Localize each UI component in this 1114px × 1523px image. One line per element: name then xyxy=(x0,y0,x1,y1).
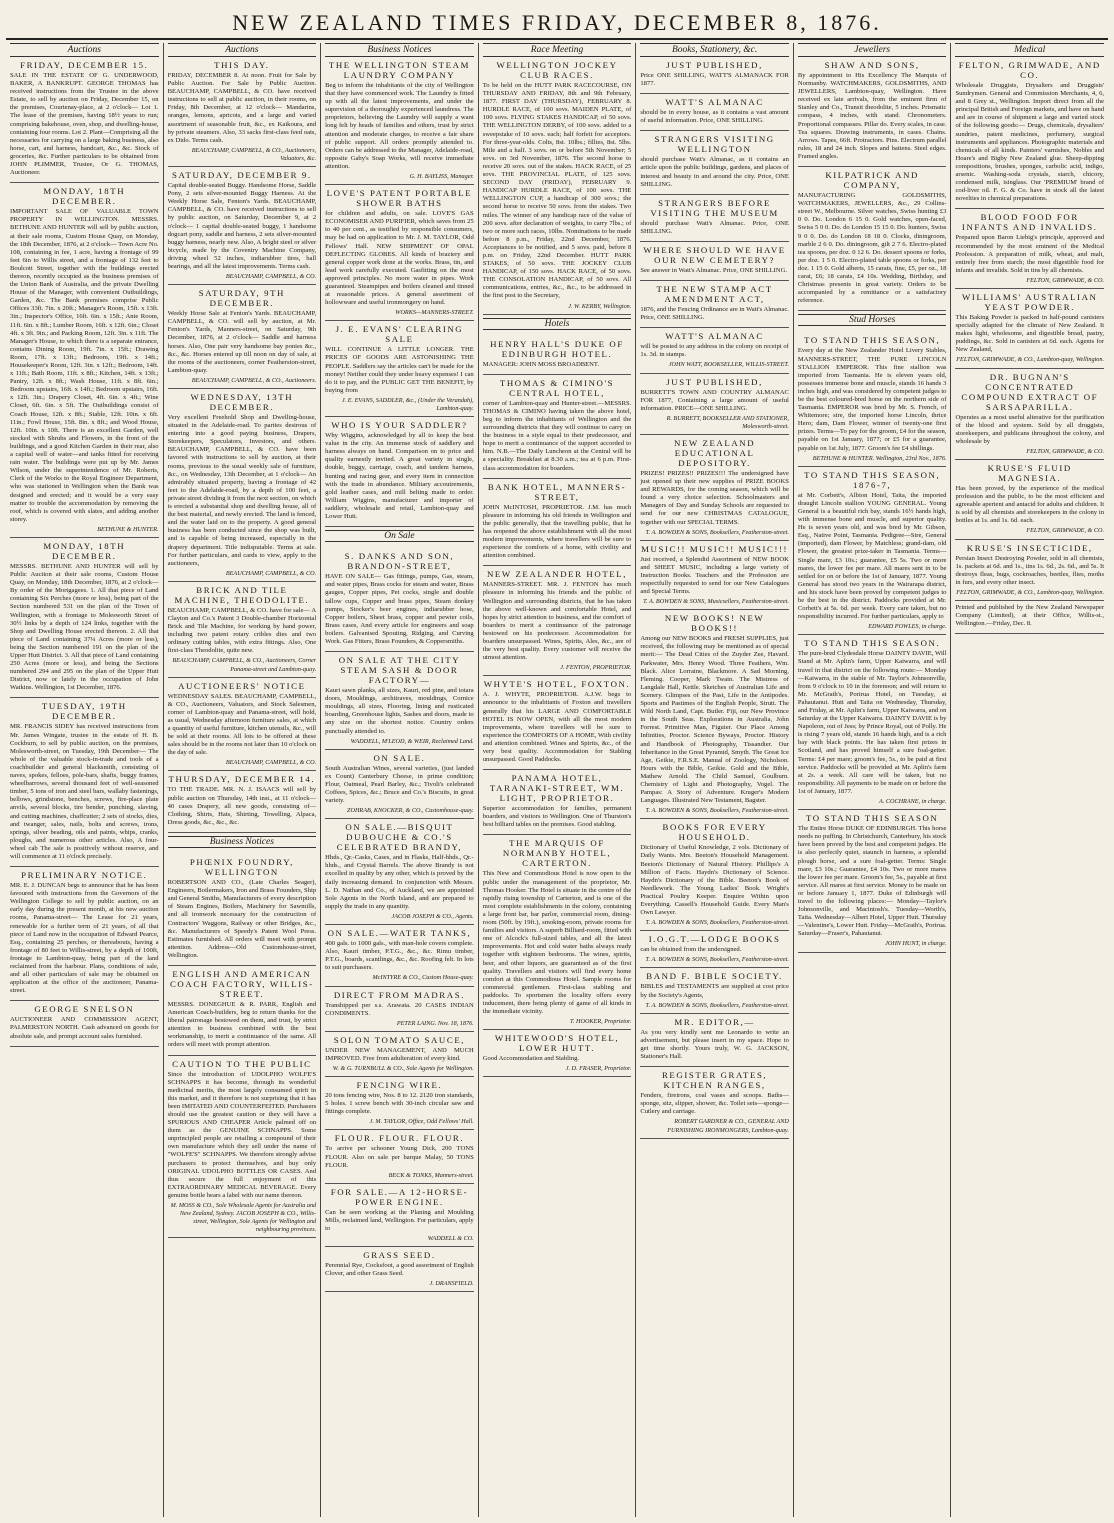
ad-body: Price ONE SHILLING, WATT'S ALMANACK FOR 1877. xyxy=(640,72,789,88)
advertisement xyxy=(325,60,474,185)
ad-body: 20 tons fencing wire, Nos. 8 to 12. 2120 iron standards, 5 holes. 1 screw bench with 30-inch circular saw and fittings complete. xyxy=(325,1092,474,1116)
ad-signature: J. DRANSFIELD. xyxy=(429,1280,474,1288)
ad-body: As you very kindly sent me Leonardo to write an advertisement, but please insert in my space. Hope to get time shortly. Yours truly, W. G. JACKSON, Stationer's Hall. xyxy=(640,1028,789,1061)
ad-body: South Australian Wines, several varieties, (just landed ex Count) Canterbury Cheese, in prime condition; Flour, Oatmeal, Pearl Barley, &c.; Tivoli's celebrated Coffees, Spices, &c.; Bruce and Co.'s Biscuits, in great variety. xyxy=(325,764,474,805)
ad-signature: J. M. TAYLOR, Office, Odd Fellows' Hall. xyxy=(369,1118,474,1126)
ad-body: Can be seen working at the Planing and Moulding Mills, reclaimed land, Wellington. For particulars, apply to xyxy=(325,1208,474,1232)
advertisement xyxy=(168,1059,317,1239)
ad-signature: JACOB JOSEPH & CO., Agents. xyxy=(391,912,474,920)
ad-body: To be held on the HUTT PARK RACECOURSE, ON THURSDAY AND FRIDAY, 8th and 9th February, 1877. FIRST DAY (THURSDAY), FEBRUARY 8. HURDLE RACE, of 100 sovs. MAIDEN PLATE, of 100 sovs. FLYING STAKES HANDICAP, of 50 sovs. THE WELLINGTON DERBY, of 100 sovs. added to a sweepstake of 10 sovs. each; half forfeit for acceptors. For three-year-olds. Colts, 8st. 10lbs.; fillies, 8st. 5lbs. Mile and a half. 3 sovs. on or before 5th November; 5 sovs. on 3rd November, 1876. The second horse to receive 20 sovs. out of the stakes. HACK RACE, of 25 sovs. THE PROVINCIAL PLATE, of 125 sovs. SECOND DAY (FRIDAY), FEBRUARY 9. HANDICAP HURDLE RACE, of 100 sovs. THE WELLINGTON CUP, a handicap of 300 sovs.; the second horse to receive 50 sovs. from the stakes. Two miles. The winner of any handicap race of the value of 200 sovs. after declaration of weights, to carry 7lbs.; of two or more such races, 10lbs. Nominations to be made before 8 p.m., Friday, 22nd December, 1876. Acceptances to be notified, and 5 sovs. paid, before 8 p.m. on Friday, 22nd December. HUTT PARK STAKES, of 50 sovs. THE JOCKEY CLUB HANDICAP, of 150 sovs. HACK RACE, of 50 sovs. THE CONSOLATION HANDICAP, of 50 sovs. All communications, entries, &c., &c., to be addressed in the first post to the Secretary, xyxy=(482,82,632,300)
advertisement xyxy=(483,679,632,770)
ad-body: Capital double-seated Buggy. Handsome Horse, Saddle Pony, 2 sets silver-mounted Buggy Harness. At the Weekly Horse Sale, Fenton's Yards. BEAUCHAMP, CAMPBELL, & CO. have received instructions to sell by public auction, on Saturday, December 9, at 2 o'clock— 1 capital double-seated buggy, 1 handsome dogcart pony, saddle and harness, 2 sets silver-mounted buggy harness, nearly new. Also, A bright steel or silver bicycle, made by the Coventry Machine Company, driving wheel 52 inches, indiarubber tires, ball bearings, and all the latest improvements. Terms cash. xyxy=(167,182,317,270)
column-heading: Auctions xyxy=(168,43,317,57)
advertisement xyxy=(955,212,1104,289)
ad-title: CAUTION TO THE PUBLIC xyxy=(172,1058,312,1069)
ad-title: WHO IS YOUR SADDLER? xyxy=(331,420,468,431)
ad-body: MESSRS. BETHUNE AND HUNTER will sell by Public Auction at their sale rooms, Custom House Quay, on Monday, 18th December, 1876, at 2 o'clock— By order of the Mortgagees. 1. All that piece of Land containing Six Perches (more or less), being part of the Section numbered 531 on the plan of the Town of Wellington, with a frontage to Molesworth Street of 30½ links by a depth of 124 links, together with the Shop and Dwelling House erected thereon. 2. All that piece of Land containing 37¼ Acres (more or less), being the Section numbered 191 on the plan of the Upper Hutt District. 3. All that piece of Land containing 250 Acres (more or less), and being the Sections numbered 294 and 295 on the plan of the Upper Hutt District, now or lately in the occupation of John Watkins. Wellington, 1st December, 1876. xyxy=(10,562,159,692)
ad-signature: T. HOOKER, Proprietor. xyxy=(569,1018,632,1026)
ad-signature: T. A. BOWDEN & SONS, Booksellers, Featherston-street. xyxy=(645,919,789,927)
ad-signature: G. H. BAYLISS, Manager. xyxy=(409,173,474,181)
ad-title: MR. EDITOR,— xyxy=(674,1016,755,1027)
ad-signature: EDWARD POWLES, in charge. xyxy=(868,623,947,631)
advertisement xyxy=(640,1070,789,1138)
ad-signature: BEAUCHAMP, CAMPBELL, & CO. xyxy=(225,759,317,767)
ad-body: MESSRS. DONEGHUE & R. PARR, English and American Coach-builders, beg to return thanks for the liberal patronage bestowed on them, and trust, by strict attention to business combined with the best workmanship, to merit a continuance of the same. All orders will meet with prompt attention. xyxy=(167,1000,317,1049)
advertisement xyxy=(640,613,789,819)
ad-title: TO STAND THIS SEASON. xyxy=(804,638,941,649)
column-1 xyxy=(6,43,164,1517)
ad-signature: McINTYRE & CO., Custom House-quay. xyxy=(372,974,474,982)
ad-signature: FELTON, GRIMWADE, & CO. xyxy=(1026,276,1105,284)
advertisement xyxy=(640,245,789,281)
ad-body: UNDER NEW MANAGEMENT, AND MUCH IMPROVED. Free from adulteration of every kind. xyxy=(325,1046,474,1062)
ad-body: Has been proved, by the experience of the medical profession and the public, to be the most efficient and agreeable aperient and antacid for adults and children. It is sold by all chemists and storekeepers in the colony in bottles at 1s. and 1s. 6d. each. xyxy=(955,485,1105,525)
ad-title: WELLINGTON JOCKEY CLUB RACES. xyxy=(496,60,618,80)
ad-body: PRIZES! PRIZES!! PRIZES!!! The undersigned have just opened up their new supplies of PRIZE BOOKS and REWARDS, for the coming season, which will be found a very choice selection. Schoolmasters and Managers of Day and Sunday Schools are requested to send for our new CHRISTMAS CATALOGUE, together with our SPECIAL TERMS. xyxy=(640,469,789,526)
ad-title: ON SALE.—WATER TANKS, xyxy=(327,928,472,939)
ad-signature: BETHUNE & HUNTER. xyxy=(97,525,159,533)
advertisement xyxy=(168,836,317,854)
advertisement xyxy=(325,1035,474,1077)
ad-body: ROBERTSON AND CO., (Late Charles Seager), Engineers, Boilermakers, Iron and Brass Founders, Ship and General Smiths, Manufacturers of every description of Steam Engines, Boilers, Machinery for Sawmills, and all ironwork necessary for the construction of Contractors' Waggons, Railway or other Bridges, &c., &c. Manufacturers of Speedy's Patent Wool Press. Estimates furnished. All orders will meet with prompt attention. Address—Old Customhouse-street, Wellington. xyxy=(167,879,317,959)
advertisement xyxy=(798,335,947,466)
section-heading: On Sale xyxy=(325,530,474,542)
advertisement xyxy=(325,530,474,548)
advertisement xyxy=(955,292,1104,369)
ad-title: ON SALE AT THE CITY STEAM SASH & DOOR FACTORY— xyxy=(338,655,461,686)
advertisement xyxy=(798,170,947,311)
ad-body: The Entire Horse DUKE OF EDINBURGH. This horse needs no puffing. In Christchurch, Canterbury, his stock have been proved by the best and competent judges. He is also perfectly quiet, staunch in harness, a splendid plough horse, and a sure foal-getter. Terms: Single mare, £3 10s.; Guarantee, £4 10s. Two or more mares the lower fee per mare. Groom's fee, 5s., payable at first service. All mares at first service. Money to be made on or before January 1, 1877. Duke of Edinburgh will travel to the following places:— Monday—Taylor's Johnsonville, and Macintosh's. Tuesday—Worth's, Taita. Wednesday—Albert Hotel, Upper Hutt. Thursday—Valentine's, Lower Hutt. Friday—McGrath's, Porirua. Saturday—Fraser's, Pahautanui. xyxy=(797,825,947,938)
ad-signature: A. COCHRANE, in charge. xyxy=(878,798,947,806)
ad-body: will be posted to any address in the colony on receipt of 1s. 3d. in stamps. xyxy=(640,343,789,359)
ad-title: JUST PUBLISHED, xyxy=(666,60,763,70)
ad-signature: WADDELL & CO. xyxy=(427,1235,474,1243)
ad-signature: BEAUCHAMP, CAMPBELL, & CO., Auctioneers. xyxy=(191,376,317,384)
ad-title: TUESDAY, 19TH DECEMBER. xyxy=(41,701,127,722)
ad-body: MR. E. J. DUNCAN begs to announce that he has been favoured with instructions from the Governors of the Wellington College to sell by public auction, on an early day during the present month, at his new auction rooms, Panama-street— The Lease for 21 years, renewable for a further term of 21 years, of all that piece of Land now in the occupation of Edward Pearce, Esq., containing 25 perches, or thereabouts, having a frontage of 80 feet to Willis-street, by a depth of 100ft, frontage to Lambton-quay, being part of the land reclaimed from the harbour. Plans, conditions of sale, and all other particulars of sale may be obtained on application at the office of the auctioneer, Panama-street. xyxy=(10,882,159,995)
column-heading: Medical xyxy=(955,43,1104,57)
advertisement xyxy=(168,969,317,1056)
ad-body: WILL CONTINUE A LITTLE LONGER. THE PRICES OF GOODS ARE ASTONISHING THE PEOPLE. Saddlers say the articles can't be made for the money! Neither could they under heavy expenses! I can do it to pay, and the PUBLIC GET THE BENEFIT, by buying from xyxy=(325,346,474,394)
ad-signature: J. E. EVANS, SADDLER, &c., (Under the Verandah), Lambton-quay. xyxy=(341,396,474,412)
ad-title: KRUSE'S FLUID MAGNESIA. xyxy=(987,463,1072,483)
column-5 xyxy=(636,43,794,1517)
advertisement xyxy=(483,569,632,676)
ad-body: See answer in Watt's Almanac. Price, ONE SHILLING. xyxy=(640,266,787,274)
column-3 xyxy=(321,43,479,1517)
ad-body: JOHN McINTOSH, PROPRIETOR. J.M. has much pleasure in informing his old friends in Wellington and the public generally, that the travelling public, that he has reopened the above establishment with all the most modern improvements, where travellers will be sure to experience the comforts of a home, with civility and attention combined. xyxy=(482,503,632,560)
ad-body: Superior accommodation for families, permanent boarders, and visitors to Wellington. One of Thurston's best billiard tables on the premises. Good stabling. xyxy=(482,805,632,829)
ad-title: WHERE SHOULD WE HAVE OUR NEW CEMETERY? xyxy=(643,244,786,265)
ad-title: PANAMA HOTEL, TARANAKI-STREET, WM. LIGHT, PROPRIETOR. xyxy=(489,773,625,804)
ad-body: Beg to inform the inhabitants of the city of Wellington that they have commenced work. The Laundry is fitted up with all the latest improvements, and under the supervision of a thoroughly experienced laundress. The proprietors, believing the Laundry will supply a want long felt by heads of families and others, trust by strict attention and moderate charges, to receive a fair share of public support. All orders promptly attended to. Orders can be addressed to the Manager, Adelaide-road, opposite Gaby's Soap Works, will receive immediate attention. xyxy=(325,82,474,170)
advertisement xyxy=(325,1250,474,1292)
advertisement xyxy=(483,339,632,375)
ad-title: NEW ZEALAND EDUCATIONAL DEPOSITORY. xyxy=(674,437,756,468)
advertisement xyxy=(325,753,474,820)
ad-body: By appointment to His Excellency The Marquis of Normanby. WATCHMAKERS, GOLDSMITHS, AND JEWELLERS, Lambton-quay, Wellington. Have received ex late arrivals, from the eminent firm of Stanley and Co., Transit theodolite, 5 inches. Prismatic compass, 4 inches, with stand. Chronometers. Proportional compasses. Pillar do. Every scales, in case. Tea squares. Drawing instruments, in cases. Chains. Arrows. Tapes, 66ft. Protractors. Pins. Electrum parallel rules, 18 and 24 inch. Slopes and battens. Steel edges. Framed angles. xyxy=(797,72,947,160)
ad-body: MR. FRANCIS SIDEY has received instructions from Mr. James Wingate, trustee in the estate of H. B. Cockburn, to sell by public auction, on the premises, Molesworth-street, on Tuesday, 19th December— The whole of the valuable stock-in-trade and tools of a coachbuilder and general blacksmith, consisting of naves, spokes, felloes, pole-bars, shafts, buggy frames, wheelbarrows, several thousand feet of well-seasoned timber, 5 tons of iron and steel bars, wallaby fastenings, bellows, grindstone, benches, screws, fire-place plate anvils, several blocks, tire bender, punching, slaving, and cutting machines, chaffcutter; 2 sets of stocks, dies, and twanger, sales, nails, bolts and screws, irons, springs, silver beading, oils and paints, whips, cranks, ploughs, and numerous other articles. Also, A four-wheel cab The sale is positively without reserve, and will commence at 11 o'clock precisely. xyxy=(10,723,159,860)
advertisement xyxy=(10,870,159,1001)
masthead: NEW ZEALAND TIMES FRIDAY, DECEMBER 8, 1876. xyxy=(6,8,1108,40)
ad-body: To arrive per schooner Young Dick, 200 TONS FLOUR. Also on sale per barque Malay, 50 TONS FLOUR. xyxy=(325,1145,474,1169)
columns xyxy=(6,43,1108,1517)
ad-title: SHAW AND SONS, xyxy=(824,60,920,70)
advertisement xyxy=(640,438,789,541)
ad-body: FRIDAY, DECEMBER 8. At noon. Fruit for Sale by Public Auction. For Sale by Public Auction. BEAUCHAMP, CAMPBELL, & CO. have received instructions to sell at public auction, in their rooms, on Friday, 8th December, at 12 o'clock— Mandarins, oranges, lemons, apricots, and a large and varied assortment of seasonable fruit, &c., ex Kaikoura, and by private steamers. Also, 33 sacks first-class feed oats, ex Dido. Terms cash. xyxy=(167,72,317,144)
ad-signature: T. A. BOWDEN & SONS, Musicsellers, Featherston-street. xyxy=(643,598,789,606)
ad-signature: T. A. BOWDEN & SONS, Booksellers, Featherston-street. xyxy=(645,956,789,964)
ad-signature: BEAUCHAMP, CAMPBELL, & CO., Auctioneers, Valuators, &c. xyxy=(191,146,317,162)
ad-title: GRASS SEED. xyxy=(363,1250,436,1261)
ad-title: PRELIMINARY NOTICE. xyxy=(21,870,148,881)
ad-title: FOR SALE.—A 12-HORSE-POWER ENGINE. xyxy=(330,1186,469,1207)
column-heading: Auctions xyxy=(10,43,159,57)
ad-signature: JOHN WATT, BOOKSELLER, WILLIS-STREET. xyxy=(668,361,789,369)
advertisement xyxy=(483,773,632,835)
column-2 xyxy=(164,43,322,1517)
column-6 xyxy=(794,43,952,1517)
ad-body: should purchase Watt's Almanac. Price, ONE SHILLING. xyxy=(640,219,789,235)
advertisement xyxy=(325,420,474,527)
advertisement xyxy=(798,638,947,810)
ad-title: AUCTIONEERS' NOTICE xyxy=(178,680,306,691)
advertisement xyxy=(955,60,1104,209)
advertisement xyxy=(640,934,789,968)
advertisement xyxy=(798,813,947,952)
ad-title: JUST PUBLISHED, xyxy=(666,376,763,387)
ad-title: DR. BUGNAN'S CONCENTRATED COMPOUND EXTRACT OF SARSAPARILLA. xyxy=(961,371,1099,412)
ad-title: REGISTER GRATES, KITCHEN RANGES, xyxy=(661,1070,768,1091)
ad-signature: J. W. KERBY, Wellington. xyxy=(568,302,632,310)
ad-body: Operates as a most useful alterative for the purification of the blood and system. Sold by all druggists, storekeepers, and publicans throughout the colony, and wholesale by xyxy=(955,413,1105,445)
section-heading: Business Notices xyxy=(168,836,317,848)
advertisement xyxy=(325,928,474,986)
column-heading: Jewellers xyxy=(798,43,947,57)
ad-body: Kauri sawn planks, all sizes, Kauri, red pine, and totara doors, Mouldings, architraves, mouldings, Cornice mouldings, all sizes, Flooring, lining and rusticated boarding, Greenhouse lights, Sashes and doors, made to any size on the shortest notice. Country orders punctually attended to. xyxy=(325,687,474,735)
advertisement xyxy=(325,1080,474,1130)
ad-signature: BECK & TONKS, Manners-street. xyxy=(388,1171,474,1179)
ad-title: THE MARQUIS OF NORMANBY HOTEL, CARTERTON. xyxy=(502,838,612,869)
ad-title: WHITEWOOD'S HOTEL, LOWER HUTT. xyxy=(494,1033,620,1054)
advertisement xyxy=(640,60,789,94)
ad-body: MANAGER: JOHN MOSS BROADBENT. xyxy=(482,360,600,368)
ad-title: BLOOD FOOD FOR INFANTS AND INVALIDS. xyxy=(961,212,1098,233)
ad-title: I.O.G.T.—LODGE BOOKS xyxy=(648,934,781,945)
ad-title: ENGLISH AND AMERICAN COACH FACTORY, WILLIS-STREET. xyxy=(169,968,314,999)
ad-title: J. E. EVANS' CLEARING SALE xyxy=(335,324,464,345)
ad-body: Good Accommodation and Stabling. xyxy=(482,1055,580,1063)
ad-title: STRANGERS BEFORE VISITING THE MUSEUM xyxy=(650,197,779,218)
ad-title: SATURDAY, DECEMBER 9. xyxy=(172,170,312,181)
advertisement xyxy=(168,392,317,582)
ad-signature: BEAUCHAMP, CAMPBELL, & CO., Auctioneers, Corner Panama-street and Lambton-quay. xyxy=(172,657,317,673)
ad-title: FELTON, GRIMWADE, AND CO. xyxy=(958,60,1101,80)
advertisement xyxy=(640,284,789,328)
ad-title: THURSDAY, DECEMBER 14. xyxy=(168,774,316,785)
ad-body: This New and Commodious Hotel is now open to the public under the management of the proprietor, Mr. Thomas Hooker. The Hotel is situate in the centre of the rapidly rising township of Carterton, and is one of the most complete establishments in the colony, containing a large front bar, bar parlor, commercial room, dining-room (50ft. by 19ft.), smoking-room, private rooms for families and visitors. A superb Billiard-room, fitted with one of Alcock's full-sized tables, and all the latest improvements. Hot and cold water baths always ready together with eighteen bedrooms. The wines, spirits, beer, and other liquors, are guaranteed as of the first quality. Travellers and visitors will find every home comfort at this Commodious Hotel. Sample rooms for commercial gentlemen. First-class stabling and paddocks. To sportsmen the locality offers every inducement, there being plenty of game of all kinds in the immediate vicinity. xyxy=(482,870,632,1016)
advertisement xyxy=(10,701,159,867)
ad-body: SALE IN THE ESTATE OF G. UNDERWOOD, BAKER, A BANKRUPT. GEORGE THOMAS has received instructions from the Trustee in the above Estate, to sell by auction on Friday, December 15, on the premises, Courtenay-place, at 2 o'clock— Lot 1. The lease of the premises, having 18½ years to run; comprising bakehouse, oven, shop, and dwelling-house, containing four rooms. Lot 2. Plant—Comprising all the necessaries for carrying on a large baking business, also horse, cart, and harness, handcart, &c., &c. Stock of groceries, &c. Further particulars to be obtained from JOHN PLIMMER, Trustee, Or G. THOMAS, Auctioneer. xyxy=(10,72,159,177)
ad-body: for children and adults, on sale. LOVE'S GAS ECONOMISER AND PURIFIER, which saves from 25 to 40 per cent., as testified by responsible consumers, may be had on application to Mr. J. M. TAYLOR, Odd Fellows' Hall. NEW SHIPMENT OF OPAL DEFLECTING GLOBES. All kinds of braziery and general copper work done at the works. Brass, tin, and lead work carefully executed. Gasfitting on the most approved principles. No more water in pipes. Work guaranteed. Steampipes and boilers cleaned and tinned at reasonable prices. A general assortment of hollowware and useful ironmongery on hand. xyxy=(325,210,474,307)
ad-title: MUSIC!! MUSIC!! MUSIC!!! xyxy=(641,543,789,554)
ad-title: WATT'S ALMANAC xyxy=(665,97,764,108)
ad-title: KRUSE'S INSECTICIDE, xyxy=(966,542,1093,553)
advertisement xyxy=(640,134,789,194)
ad-title: MONDAY, 18TH DECEMBER. xyxy=(43,186,126,207)
ad-signature: T. A. BOWDEN & SONS, Booksellers, Featherston-street. xyxy=(645,528,789,536)
ad-signature: FELTON, GRIMWADE, & CO. xyxy=(1026,447,1105,455)
ad-body: Hhds., Qr.-Casks, Cases, and in Flasks, Half-hhds., Qr.-hhds., and Crystal Barrels. The above Brandy is not excelled in quality by any other, which is proved by the daily increasing demand. In conjunction with Messrs. L. D. Nathan and Co., of Auckland, we are appointed Sole Agents in the North Island, and are prepared to supply the trade in any quantity. xyxy=(325,854,474,910)
advertisement xyxy=(168,774,317,832)
ad-signature: J. D. FRASER, Proprietor. xyxy=(565,1065,632,1073)
advertisement xyxy=(10,60,159,183)
ad-body: can be obtained from the undersigned. xyxy=(640,946,742,954)
advertisement xyxy=(10,541,159,699)
ad-title: BAND F. BIBLE SOCIETY. xyxy=(646,971,783,982)
ad-title: WILLIAMS' AUSTRALIAN YEAST POWDER. xyxy=(962,291,1098,312)
advertisement xyxy=(483,482,632,567)
ad-title: THE WELLINGTON STEAM LAUNDRY COMPANY xyxy=(328,60,471,80)
ad-title: GEORGE SNELSON xyxy=(34,1004,135,1015)
ad-signature: FELTON, GRIMWADE, & CO. xyxy=(1026,527,1105,535)
ad-body: 400 gals. to 1000 gals., with man-hole covers complete. Also, Kauri timber, P.T.G., &c., &c. Rimu timber, P.T.G., boards, scantlings, &c., &c. Roofing felt. In lots to suit purchasers. xyxy=(325,940,474,972)
advertisement xyxy=(325,551,474,652)
ad-body: 1876, and the Fencing Ordinance are in Watt's Almanac. Price, ONE SHILLING. xyxy=(640,306,789,322)
ad-signature: BEAUCHAMP, CAMPBELL, & CO. xyxy=(225,273,317,281)
advertisement xyxy=(483,378,632,479)
ad-body: Wholesale Druggists, Drysalters and Druggists' Sundrymen. General and Commission Merchants, 4, 6, and 8 Grey st., Wellington. Import direct from all the principal British and Foreign markets, and have on hand and are in course of shipment a large and varied stock of the following goods:— Drugs, chemicals, drysalters' sundries, patent medicines, perfumery, surgical instruments and appliances. Photographic materials and chemicals of all kinds. Painters' varnishes, Nobles and Hoare's and Bigby New Zealand glue. Sheep-dipping compositions, brushes, sponges, carbolic acid, indigo, arsenic. Washing-soda crystals, starch, chicory, condensed milk, isinglass. Our 'PREMIUM' brand of cod-liver oil. F. G. & Co. have in stock all the latest novelties in chemical preparations. xyxy=(955,82,1105,203)
advertisement xyxy=(640,97,789,131)
advertisement xyxy=(10,186,159,538)
advertisement xyxy=(483,1033,632,1077)
advertisement xyxy=(640,822,789,931)
ad-title: BRICK AND TILE MACHINE, THEODOLITE. xyxy=(174,584,310,605)
ad-signature: R. BURRETT, BOOKSELLER AND STATIONER, Molesworth-street. xyxy=(666,414,789,430)
ad-body: Perennial Rye, Cocksfoot, a good assortment of English Clover, and other Grass Seed. xyxy=(325,1262,474,1278)
ad-signature: WORKS—MANNERS-STREET. xyxy=(395,309,474,317)
advertisement xyxy=(955,543,1104,601)
ad-title: NEW ZEALANDER HOTEL, xyxy=(486,569,628,580)
advertisement xyxy=(640,198,789,242)
ad-body: This Baking Powder is packed in half-pound canisters specially adapted for the climate of New Zealand. It makes light, wholesome, and digestible bread, pastry, puddings, &c. Sold in canisters at 6d. each. Agents for New Zealand, xyxy=(955,313,1105,354)
ad-title: SOLON TOMATO SAUCE, xyxy=(333,1034,466,1045)
ad-body: Just received, a Splendid Assortment of NEW BOOK and SHEET MUSIC, including a large variety of Instruction Books. Teachers and the Profession are respectfully requested to send for our New Catalogues and Special Terms. xyxy=(640,555,789,596)
ad-title: BANK HOTEL, MANNERS-STREET, xyxy=(487,481,627,502)
ad-signature: J. FENTON, PROPRIETOR. xyxy=(560,664,632,672)
ad-body: BEAUCHAMP, CAMPBELL, & CO. have for sale— A Clayton and Co.'s Patent 3 Double-chamber Horizontal Brick and Tile Machine, for working by hand power, including two patent rotary cribles dies and two ordinary cutting tables, with extra fittings. Also, One first-class Theodolite, quite new. xyxy=(167,606,317,655)
ad-body: Weekly Horse Sale at Fenton's Yards. BEAUCHAMP, CAMPBELL, & CO. will sell by auction, at Mr. Fenton's Yards, Manners-street, on Saturday, 9th December, 1876, at 2 o'clock— Saddle and harness horses. Also, One pair very handsome bay ponies &c., &c., &c. Horses entered up till noon on day of sale, at the rooms of the auctioneers, corner Featherston-street, Lambton-quay. xyxy=(167,310,317,374)
ad-title: DIRECT FROM MADRAS. xyxy=(333,989,466,1000)
advertisement xyxy=(798,470,947,636)
ad-title: FLOUR. FLOUR. FLOUR. xyxy=(334,1133,465,1144)
column-heading: Race Meeting xyxy=(483,43,632,57)
ad-signature: BEAUCHAMP, CAMPBELL, & CO. xyxy=(225,569,317,577)
ad-title: KILPATRICK AND COMPANY, xyxy=(825,170,920,191)
ad-title: TO STAND THIS SEASON, xyxy=(804,335,941,346)
ad-body: BIBLES and TESTAMENTS are supplied at cost price by the Society's Agents, xyxy=(640,983,789,999)
advertisement xyxy=(325,188,474,321)
ad-title: THE NEW STAMP ACT AMENDMENT ACT, xyxy=(656,284,773,305)
column-heading: Business Notices xyxy=(325,43,474,57)
ad-body: should be in every house, as it contains a vast amount of useful information. Price, ONE SHILLING. xyxy=(640,109,789,125)
ad-title: ON SALE.—BISQUIT DUBOUCHE & CO.'S CELEBRATED BRANDY, xyxy=(336,822,463,853)
ad-body: Among our NEW BOOKS and FRESH SUPPLIES, just received, the following may be mentioned as of special merit:— The Dead Cities of the Zuyder Zee, Havard. Parkwater, Mrs. Henry Wood. Three Feathers, Wm. Black. Alice Lorraine, Blackmore. A Sad Morning, Fleming. Cooper, Mark Twain. The Mistress of Langdale Hall, Kettle. Sketches of Australian Life and Scenery. Glimpses of the Past, Life in the Antipodes. Sports and Pastimes of the English People, Strutt. The Wild North Land, Capt. Butler. Fiji, our New Province in the South Seas. Explorations in Australia, John Forrest. Primitive Man, Figuier. Our Place Among Infinities, Proctor. Science Byways, Proctor. History and Handbook of Photography, Tissandier. Our Inheritance in the Great Pyramid, Smyth. The Great Ice Age, Geikie, F.R.S.E. Manual of Zoology, Nicholson. Hours with the Bible, Geikie. Gold and the Bible, Mathew Arnold. The Child Samuel, Goulburn. Chemistry of Light and Photography, Vogel. The Pampas: A Story of Adventure. Kruger's Modern Languages. Illustrated New Testament, Bagster. xyxy=(640,635,789,805)
column-4 xyxy=(479,43,637,1517)
ad-signature: JOHN HUNT, in charge. xyxy=(885,940,947,948)
advertisement xyxy=(483,838,632,1030)
ad-title: WEDNESDAY, 13TH DECEMBER. xyxy=(190,392,294,412)
advertisement xyxy=(640,377,789,435)
advertisement xyxy=(325,1133,474,1183)
advertisement xyxy=(483,318,632,336)
ad-body: Very excellent Freehold Shop and Dwelling-house, situated in the Adelaide-road. To parties desirous of entering into a good paying business, Drapers, Storekeepers, Speculators, Investors, and others. BEAUCHAMP, CAMPBELL, & CO. have been favored with instructions to sell by auction, at their rooms, previous to the usual weekly sale of furniture, &c., on Wednesday, 13th December, at 1 o'clock— An admirably situated property, having a frontage of 42 feet to the Adelaide-road, by a depth of 100 feet, a private street dividing it from the next section, on which is erected a substantial shop and dwelling house, all of the best material, and newly erected. The land is fenced, and the water laid on to the property. A good general business has been conducted since the shop was built, and is capable of being increased, especially in the drapery department. Title indisputable. Terms at sale. For further particulars, and cards to view, apply to the auctioneers, xyxy=(167,414,317,567)
advertisement xyxy=(10,1004,159,1046)
ad-body: Fenders, fireirons, coal vases and scoops. Baths—sponge, sitz, slipper, shower, &c. Toilet sets—sponge—Cutlery and carriage. xyxy=(640,1092,789,1116)
ad-body: Dictionary of Useful Knowledge, 2 vols. Dictionary of Daily Wants. Mrs. Beeton's Household Management. Beeton's Dictionary of Natural History. Phillips's A Million of Facts. Haydn's Dictionary of Science. Haydn's Dictionary of the Bible. Beeton's Book of Needlework. The Young Ladies' Book. Wright's Practical Poultry Keeper. Enquire Within upon Everything. Cassell's Household Guide. Every Man's Own Lawyer. xyxy=(640,844,789,917)
ad-body: A. J. WHYTE, PROPRIETOR. A.J.W. begs to announce to the inhabitants of Foxton and travellers generally that his LARGE AND COMFORTABLE HOTEL IS NOW OPEN, with all the most modern improvements, where travellers will be sure to experience the COMFORTS OF A HOME, With civility and attention combined. Wines and Spirits, &c., of the very best quality. Accommodation for Stabling unsurpassed. Good Paddocks. xyxy=(482,691,632,764)
advertisement xyxy=(325,1187,474,1247)
advertisement xyxy=(325,324,474,417)
ad-body: Transhipped per s.s. Arawata. 20 CASES INDIAN CONDIMENTS. xyxy=(325,1001,474,1017)
ad-title: WHYTE'S HOTEL, FOXTON. xyxy=(483,679,631,690)
ad-signature: M. MOSS & CO., Sole Wholesale Agents for Australia and New Zealand, Sydney. JACOB JOSEPH & CO., Willis-street, Wellington, Sole Agents for Wellington and neighbouring provinces. xyxy=(170,1202,317,1234)
ad-signature: ROBERT GARDNER & CO., GENERAL AND FURNISHING IRONMONGERS, Lambton-quay. xyxy=(667,1118,789,1134)
advertisement xyxy=(168,60,317,167)
advertisement xyxy=(168,288,317,389)
section-heading: Stud Horses xyxy=(798,314,947,326)
ad-title: LOVE'S PATENT PORTABLE SHOWER BATHS xyxy=(326,188,473,209)
ad-title: THIS DAY. xyxy=(214,60,270,70)
advertisement xyxy=(640,971,789,1013)
ad-body: Since the introduction of UDOLPHO WOLFE'S SCHNAPPS it has become, through its wonderful medicinal merits, the most largely consumed spirit in this market, and it therefore is not surprising that it has been IMITATED AND COUNTERFEITED. Purchasers should use the greatest caution or they will have a SPURIOUS AND CHEAPER Article palmed off on them as the GENUINE SCHNAPPS. Some unprincipled people are retailing a compound of their own manufacture which they sell under the name of "WOLFE'S" SCHNAPPS. We therefore strongly advise purchasers to protect themselves, and buy only ORIGINAL UDOLPHO BOTTLES OR CASES. And thus secure the full enjoyment of this EXTRAORDINARY MEDICAL BEVERAGE. Every genuine bottle bears a label with our name thereon. xyxy=(167,1070,317,1199)
ad-title: TO STAND THIS SEASON xyxy=(805,813,939,824)
advertisement xyxy=(640,1017,789,1067)
ad-body: Printed and published by the New Zealand Newspaper Company (Limited), at their Office, Willis-st., Wellington.—Friday, Dec. 8. xyxy=(955,604,1105,628)
advertisement xyxy=(168,585,317,678)
ad-body: TO THE TRADE. MR. N. J. ISAACS will sell by public auction on Thursday, 14th inst., at 11 o'clock— 40 cases Drapery, all new goods, consisting of— Clothing, Shirts, Hats, Shirting, Towelling, Alpaca, Dress goods, &c., &c., &c. xyxy=(167,786,317,826)
advertisement xyxy=(325,990,474,1032)
ad-title: FENCING WIRE. xyxy=(356,1080,443,1091)
ad-title: NEW BOOKS! NEW BOOKS!! xyxy=(664,613,765,634)
ad-title: FRIDAY, DECEMBER 15. xyxy=(20,60,149,70)
ad-title: ON SALE. xyxy=(373,752,426,763)
advertisement xyxy=(168,170,317,285)
ad-body: The pure-bred Clydesdale Horse DAINTY DAVIE, Will Stand at Mr. Aplin's farm, Upper Kaiwarra, and will travel in that district on the following route:— Monday—Kaiwarra, in the stable of Mr. Taylor's Johnsonville, from 9 o'clock to 10 in the forenoon; and will return to Mr. McGrath's, Porirua Hotel, on Tuesday, at Pahautanui. Hutt and Taita on Wednesday, Thursday, and Friday, at Mr. Aplin's farm, Upper Kaiwarra, and on Saturday at the Upper Kaiwarra. DAINTY DAVIE is by Napoleon, out of Jess; by Prince Royal, out of Polly. He is rising 7 years old, stands 16 hands high, and is a rich bay with black points. He has taken first prizes in Scotland, and has proved himself a sure foal-getter. Terms: £4 per mare; groom's fee, 5s., to be paid at first service. Paddocks will be provided at Mr. Aplin's farm at 2s. a week. All care will be taken, but no responsibility. All payments to be made on or before the 1st of January, 1877. xyxy=(797,650,947,795)
ad-body: Persian Insect Destroying Powder, sold in all chemists, 1s. packets at 6d. and 1s., tins 1s. 6d., 2s. 6d., and 5s. It destroys fleas, bugs, cockroaches, beetles, flies, moths in furs, and every other insect. xyxy=(955,554,1105,586)
ad-body: Prepared upon Baron Liebig's principle, approved and recommended by the most eminent of the Medical Profession. A preparation of milk, wheat, and malt, entirely free from starch; the most digestible food for infants and invalids. Sold in tins by all chemists. xyxy=(955,234,1105,274)
advertisement xyxy=(168,681,317,772)
ad-signature: PETER LAING. Nov. 18, 1876. xyxy=(396,1019,474,1027)
ad-body: IMPORTANT SALE OF VALUABLE TOWN PROPERTY IN WELLINGTON. MESSRS. BETHUNE AND HUNTER will sell by public auction, at their sale rooms, Custom House Quay, on Monday, the 18th December, 1876, at 2 o'clock— Town Acre No. 108, containing in fee, 1 acre, having a frontage of 99 feet 6in to Willis street, and a frontage of 132 feet to Boulcott Street, together with the buildings erected thereon, recently occupied as the business premises of the Union Bank of Australia, and the private Dwelling House of the Manager, with convenient Outbuildings, Garden, &c. The Bank premises comprise Public Offices 33ft. 7in. x 20ft.; Manager's Room, 15ft. x 13ft. 3in.; Inspector's Office, 16ft. 6in. x 15ft.; Ante Room, 11ft. 6in. x 8ft.; Lumber Room, 16ft. x 12ft. 6in.; Closet 4ft. x 3ft. 9in.; and Packing Room, 12ft. 3in. x 11ft. The Manager's House, to which there is a separate entrance, contains Dining Room, 19ft. 7in. x 15ft.; Drawing Room, 17ft. x 13ft.; Bedroom, 19ft. x 14ft.; Housekeeper's Room, 12ft. 3in. x 12ft.; Bedroom, 14ft. x 11ft.; Bath Room, 11ft. x 8ft.; Kitchen, 14ft. x 13ft.; Pantry, 12ft. x 8ft.; Wash House, 11ft. x 8ft. 6in.; Bedroom upstairs, 16ft. x 14ft.; Bedroom upstairs, 16ft. x 12ft. 3in.; Drapery Closet, 4ft. 6in. x 4ft.; Wine Closet, 6ft. 6in. x 5ft. The Outbuildings consist of Coach House, 12ft. x 8ft.; Stable, 12ft. 10in. x 6ft. 11in.; Fowl House, 15ft. 8in. x 8ft.; and Wood House, 12ft. 10in. x 10ft. There is an excellent Garden, well stocked with Shrubs and Flowers, in the front of the buildings, and a good Kitchen Garden in their rear, also a capital well of water—and tanks fitted for receiving rain water. The buildings were put up by Mr. James Wilson, under the superintendence of Mr. Roberts, Clerk of the Works to the Royal Engineer Department, who was stationed in Wellington when the Bank was designed and erected; and it would be a very easy matter to trouble the accommodation by removing the roof, which is covered with slates, and adding another storey. xyxy=(10,208,159,523)
ad-title: HENRY HALL'S DUKE OF EDINBURGH HOTEL. xyxy=(490,338,624,359)
advertisement xyxy=(798,60,947,167)
ad-signature: BETHUNE & HUNTER. Wellington, 23rd Nov., 1876. xyxy=(812,454,947,462)
ad-body: HAVE ON SALE— Gas fittings, pumps, Gas, steam, and water pipes, Brass cocks for steam and water, Brass gauges, Copper pipes, Pet cocks, single and double tallow cups, Copper and brass pipes, Steam donkey pumps, Stocker's beer engines, indiarubber hose, Copper boilers, Sheet brass, copper and pewter coils, Brass cases, And every article for engineers and soap boilers. Galvanised Spouting, Ridging, and Curving Work. Gas Fitters, Brass Founders, & Coppersmiths. xyxy=(325,573,474,645)
ad-body: MANUFACTURING GOLDSMITHS, WATCHMAKERS, JEWELLERS, &c., 29 Collins-street W., Melbourne. Silver watches, Swiss hunting £3 0 0. Do. London 6 15 0. Gold watches, open-faced, Swiss 5 0 0. Do. do London 15 15 0. Do. hunters, Swiss 9 0 0. Do. do London 18 18 0. Clocks, diningroom, marble 2 6 0. Do. diningroom, gilt 2 7 6. Electro-plated tea spoons, per doz. 0 12 6. Do. dessert spoons or forks, per doz. 1 5 0. Electro-plated table spoons or forks, per doz. 1 15 0. Gold alberts, 15 carats, fine, £5, per oz., 18 carat, £6; 18 carats, £4 10s. Wedding, Birthday, and Christmas presents in great variety. Orders to be accompanied by a remittance or a satisfactory reference. xyxy=(797,192,947,305)
ad-title: WATT'S ALMANAC xyxy=(665,331,764,342)
advertisement xyxy=(955,604,1104,634)
ad-signature: T. A. BOWDEN & SONS, Booksellers, Featherston-street. xyxy=(645,807,789,815)
ad-body: MANNERS-STREET. MR. J. FENTON has much pleasure in informing his friends and the public of Wellington and surrounding districts, that he has taken the above well-known and comfortable Hotel, and hopes by strict attention to business, and the comfort of boarders to merit a continuance of the patronage bestowed on his predecessor. Accommodation for boarders unsurpassed. Wines, Spirits, Ales, &c., are of the very best quality. Every customer will receive the utmost attention. xyxy=(482,581,632,662)
ad-signature: FELTON, GRIMWADE, & CO., Lambton-quay, Wellington. xyxy=(956,588,1105,596)
ad-body: BURRETT'S TOWN AND COUNTRY ALMANAC FOR 1877, Containing a large amount of useful information. PRICE—ONE SHILLING. xyxy=(640,388,789,412)
ad-body: at Mr. Corbett's, Albion Hotel, Taita, the imported draught Lincoln stallion YOUNG GENERAL. Young General is a beautiful rich bay, stands 16½ hands high, with immense bone and muscle, and superior quality. He is seven years old, and was bred by Mr. Gibson, Esq., Native Point, Tasmania. Pedigree—Sire, General (imported), dam Flower, by Matchless; grand-dam, old Flower, the greatest prize-taker in Tasmania. Terms—Single mare, £3 10s.; guarantee, £5 5s. Two or more mares, the lower fee per mare. All mares sent in to be settled for on or before the 1st of January, 1877. Young General has stood two years in the Wairarapa district, and his stock have been proved by competent judges to be the best in the district. Paddocks provided at Mr. Corbett's at 5s. 6d. per week. Every care taken, but no responsibility incurred. For further particulars, apply to xyxy=(797,491,947,621)
ad-title: MONDAY, 18TH DECEMBER. xyxy=(43,540,126,561)
ad-body: corner of Lambton-quay and Hunter-street.—MESSRS. THOMAS & CIMINO having taken the above hotel, beg to inform the inhabitants of Wellington and the surrounding districts that they will continue to carry on the business in a style equal to their predecessor, and hope to merit a continuance of the support accorded to him. N.B.—The Daily Luncheon at the Central will be a speciality. Breakfast at 8.30 a.m.; tea at 6 p.m. First-class accommodation for boarders. xyxy=(482,399,632,472)
ad-title: TO STAND THIS SEASON, 1876-7, xyxy=(804,469,941,490)
advertisement xyxy=(640,331,789,373)
ad-body: AUCTIONEER AND COMMISSION AGENT, PALMERSTON NORTH. Cash advanced on goods for absolute sale, and prompt account sales furnished. xyxy=(10,1016,159,1040)
advertisement xyxy=(325,655,474,750)
ad-signature: ZOHRAB, KNOCKER, & CO., Customhouse-quay. xyxy=(347,807,474,815)
ad-signature: W. & G. TURNBULL & CO., Sole Agents for Wellington. xyxy=(332,1064,474,1072)
advertisement xyxy=(955,372,1104,460)
advertisement xyxy=(483,60,632,315)
ad-title: THOMAS & CIMINO'S CENTRAL HOTEL, xyxy=(499,377,615,398)
ad-title: SATURDAY, 9TH DECEMBER. xyxy=(198,288,286,309)
ad-title: PHŒNIX FOUNDRY, WELLINGTON xyxy=(189,857,294,878)
advertisement xyxy=(798,314,947,332)
ad-signature: FELTON, GRIMWADE, & CO., Lambton-quay, Wellington. xyxy=(956,356,1105,364)
column-7 xyxy=(951,43,1108,1517)
advertisement xyxy=(325,822,474,925)
ad-signature: WADDELL, M'LEOD, & WEIR, Reclaimed Land. xyxy=(350,737,474,745)
ad-title: STRANGERS VISITING WELLINGTON xyxy=(654,134,775,155)
ad-title: S. DANKS AND SON, BRANDON-STREET, xyxy=(344,551,455,572)
ad-signature: T. A. BOWDEN & SONS, Booksellers, Featherston-street. xyxy=(645,1001,789,1009)
advertisement xyxy=(168,857,317,966)
advertisement xyxy=(955,463,1104,540)
section-heading: Hotels xyxy=(483,318,632,330)
advertisement xyxy=(640,544,789,611)
ad-body: Why Wiggins, acknowledged by all to keep the best value in the city. An immense stock of saddlery and harness always on hand. Comparison on to price and quality earnestly invited. A great variety in single, double, buggy, carriage, coach, and tandem harness, hunting and racing gear, and every item in connection with the trade in abundance. Military accoutrements, gold leather cases, and mill belting made to order. William Wiggins, manufacturer and importer of saddlery, wholesale and retail, Lambton-quay and Lower Hutt. xyxy=(325,432,474,521)
column-heading: Books, Stationery, &c. xyxy=(640,43,789,57)
ad-title: BOOKS FOR EVERY HOUSEHOLD. xyxy=(662,822,767,843)
ad-body: WEDNESDAY SALES. BEAUCHAMP, CAMPBELL, & CO., Auctioneers, Valuators, and Stock Salesmen, corner of Lambton-quay and Panama-street, will hold, as usual, Wednesday afternoon furniture sales, at which a quantity of useful furniture, kitchen utensils, &c., will be sold at their rooms. All lots to be offered at these sales should be in the rooms not later than 10 o'clock on the day of sale. xyxy=(167,692,317,757)
ad-body: Every day at the New Zealander Hotel Livery Stables, MANNERS-STREET, THE PURE LINCOLN STALLION EMPEROR. This fine stallion was imported from Tasmania. He is eleven years old, possesses immense bone and muscle, stands 16 hands 3 inches high, and was considered by competent judges to be the best coloured-bred horse on the northern side of Tasmania. EMPEROR was bred by Mr. S. French, of Whitemore; sire, the imported horse Lincoln, thrice Hero; dam, Dam Flower, winner of twenty-one first prizes. Terms—To pay for the groom, £4 for the season, payable on 1st January, 1877; or £5 for a guarantee, payable on 1st July, 1877. Groom's fee £4 shillings. xyxy=(797,347,947,452)
ad-body: should purchase Watt's Almanac, as it contains an article upon the public buildings, gardens, and places of interest and beauty in and around the city. Price, ONE SHILLING. xyxy=(640,156,789,188)
